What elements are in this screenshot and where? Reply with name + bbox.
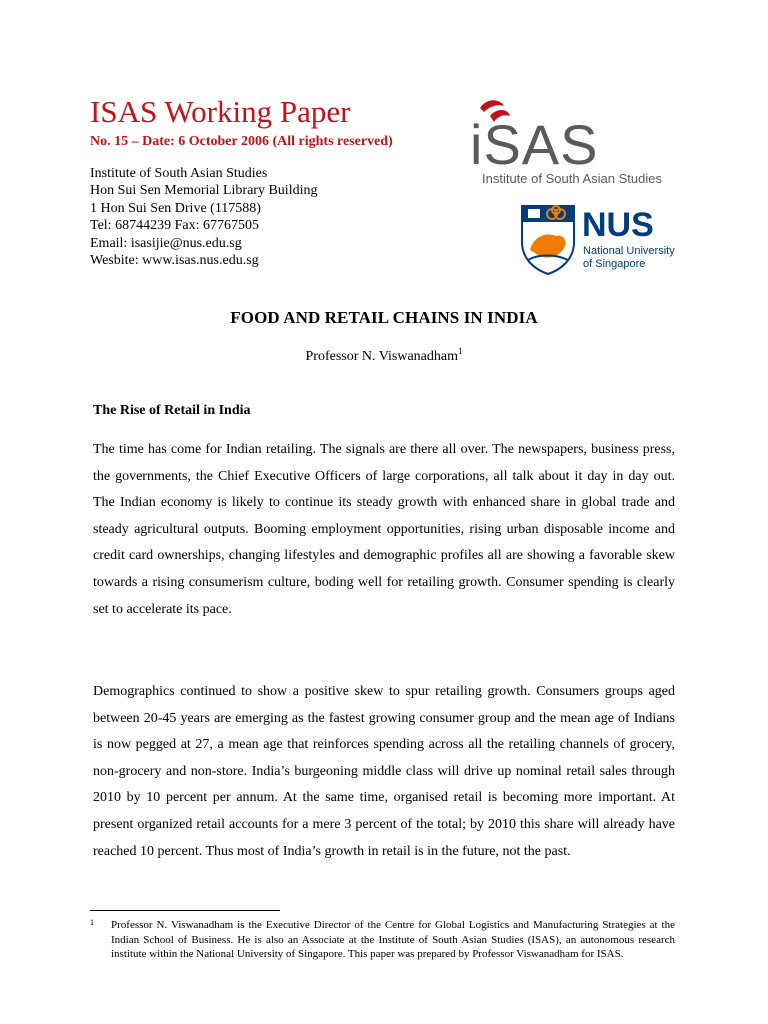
address-line: Hon Sui Sen Memorial Library Building [90, 183, 318, 199]
nus-logo-caption-line1: National University [583, 245, 675, 257]
author-footnote-ref: 1 [458, 346, 463, 356]
document-title: FOOD AND RETAIL CHAINS IN INDIA [230, 308, 538, 327]
body-paragraph: The time has come for Indian retailing. The signals are there all over. The newspapers, business press, the governments, the Chief Executive Officers of large corporations, all talk about it day in day out. The Indian economy is likely to continue its steady growth with enhanced share in global trade and steady agricultural outputs. Booming employment opportunities, rising urban disposable income and credit card ownerships, changing lifestyles and demographic profiles all are showing a favorable skew towards a rising consumerism culture, boding well for retailing growth. Consumer spending is clearly set to accelerate its pace. [93, 442, 675, 617]
nus-crest-icon [522, 206, 574, 274]
address-line: Email: isasijie@nus.edu.sg [90, 235, 242, 251]
address-line: Tel: 68744239 Fax: 67767505 [90, 218, 259, 234]
address-line: 1 Hon Sui Sen Drive (117588) [90, 200, 261, 216]
body-paragraph: Demographics continued to show a positive skew to spur retailing growth. Consumers groups aged between 20-45 years are emerging as the fastest growing consumer group and the mean age of Indians is now pegged at 27, a mean age that reinforces spending across all the retailing channels of grocery, non-grocery and non-store. India’s burgeoning middle class will drive up nominal retail sales through 2010 by 10 percent per annum. At the same time, organised retail is becoming more important. At present organized retail accounts for a mere 3 percent of the total; by 2010 this share will already have reached 10 percent. Thus most of India’s growth in retail is in the future, not the past. [93, 684, 675, 859]
isas-logo-mark: iSAS [470, 113, 599, 176]
institute-address [90, 165, 317, 269]
nus-logo-caption-line2: of Singapore [583, 258, 646, 270]
author-line [0, 346, 768, 365]
address-line: Institute of South Asian Studies [90, 166, 268, 181]
isas-logo-caption: Institute of South Asian Studies [482, 171, 662, 186]
footnote-number: 1 [90, 918, 94, 927]
footnote [90, 918, 675, 962]
footnote-text: Professor N. Viswanadham is the Executive Director of the Centre for Global Logistics and Manufacturing Strategies at the Indian School of Business. He is also an Associate at the Institute of South Asian Studies (ISAS), an autonomous research institute within the National University of Singapore. This paper was prepared by Professor Viswanadham for ISAS. [111, 919, 675, 960]
footnote-divider [90, 910, 280, 911]
working-paper-title: ISAS Working Paper [90, 94, 351, 129]
author-name: Professor N. Viswanadham [305, 349, 458, 364]
paper-number-date: No. 15 – Date: 6 October 2006 (All rights reserved) [90, 134, 393, 149]
nus-logo [520, 204, 680, 276]
address-line: Wesbite: www.isas.nus.edu.sg [90, 253, 259, 269]
section-heading: The Rise of Retail in India [93, 403, 251, 418]
isas-logo [462, 96, 692, 188]
nus-logo-mark: NUS [582, 206, 654, 244]
